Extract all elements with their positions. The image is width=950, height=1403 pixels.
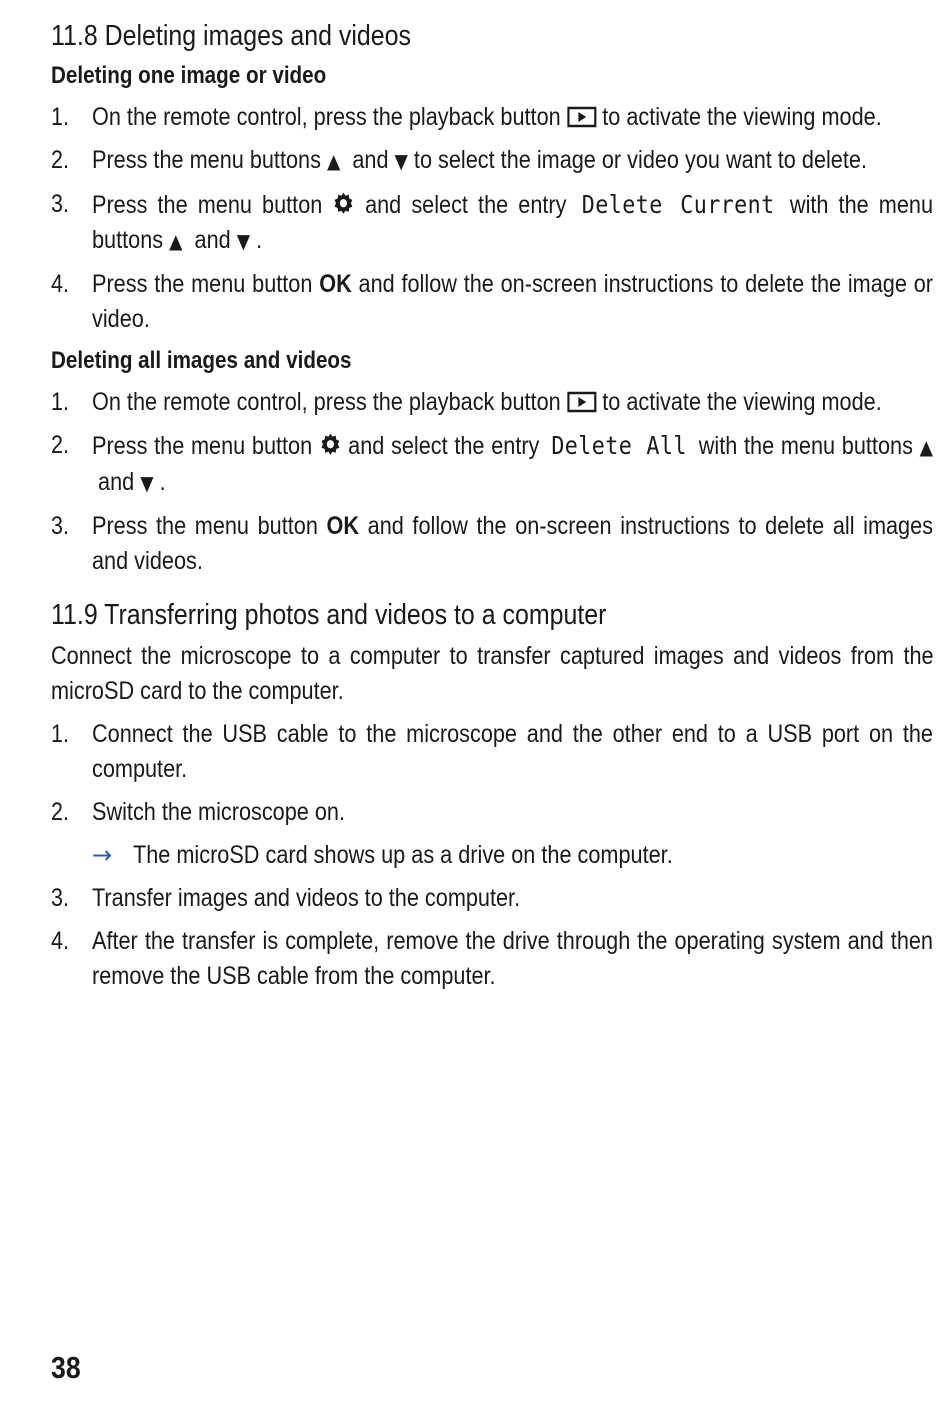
step-number: 1. (51, 720, 69, 748)
step-text: to select the image or video you want to delete. (413, 146, 867, 174)
step-text: and select the entry (365, 191, 567, 219)
delete-one-steps (51, 100, 933, 337)
subheading-delete-all: Deleting all images and videos (51, 347, 352, 374)
ok-button-label: OK (319, 270, 352, 298)
step-text: On the remote control, press the playback button (92, 388, 561, 416)
step-text: On the remote control, press the playback button (92, 103, 561, 131)
step-number: 2. (51, 798, 69, 826)
menu-entry-delete-current: Delete Current (581, 190, 775, 219)
step-text: with the menu buttons (92, 191, 934, 254)
ok-button-label: OK (326, 512, 360, 540)
list-item (51, 881, 933, 916)
step-text: and select the entry (348, 432, 540, 460)
step-number: 3. (51, 190, 69, 218)
step-text: . (159, 468, 166, 496)
section-heading-11-8: 11.8 Deleting images and videos (51, 20, 412, 52)
step-text: Press the menu buttons (92, 146, 321, 174)
menu-entry-delete-all: Delete All (551, 431, 687, 460)
step-text: and (98, 468, 135, 496)
step-number: 3. (51, 884, 69, 912)
step-text: Press the menu button (92, 270, 313, 298)
step-text: and follow the on-screen instructions to delete the image or video. (92, 270, 933, 333)
transfer-steps (51, 717, 933, 994)
list-item (51, 509, 933, 579)
step-number: 1. (51, 103, 69, 131)
step-number: 2. (51, 146, 69, 174)
step-text: and (352, 146, 389, 174)
step-text: and (194, 226, 231, 254)
triangle-down-icon: ▼ (140, 471, 154, 495)
step-number: 2. (51, 431, 69, 459)
playback-icon (567, 391, 596, 413)
list-item (51, 924, 933, 994)
triangle-down-icon: ▼ (236, 229, 251, 253)
gear-icon (319, 431, 342, 457)
step-text: Press the menu button (92, 432, 313, 460)
intro-paragraph: Connect the microscope to a computer to transfer captured images and videos from the microSD card to the computer. (51, 642, 934, 705)
step-result (51, 838, 933, 873)
step-text: with the menu buttons (698, 432, 913, 460)
manual-page (51, 16, 933, 1002)
step-text: Connect the USB cable to the microscope and the other end to a USB port on the computer. (92, 720, 933, 783)
list-item (51, 187, 933, 259)
step-text: to activate the viewing mode. (602, 103, 882, 131)
step-text: Press the menu button (92, 512, 318, 540)
delete-all-steps (51, 385, 933, 579)
subheading-delete-one: Deleting one image or video (51, 62, 327, 89)
triangle-up-icon: ▲ (326, 149, 341, 173)
step-text: Transfer images and videos to the computer. (92, 884, 521, 912)
list-item (51, 795, 933, 830)
list-item (51, 717, 933, 787)
step-number: 4. (51, 270, 69, 298)
step-text: and follow the on-screen instructions to delete all images and videos. (92, 512, 934, 575)
step-number: 1. (51, 388, 69, 416)
step-number: 4. (51, 927, 69, 955)
step-number: 3. (51, 512, 69, 540)
result-text: The microSD card shows up as a drive on the computer. (133, 841, 673, 869)
step-text: After the transfer is complete, remove the drive through the operating system and then remove the USB cable from the computer. (92, 927, 933, 990)
step-text: . (256, 226, 263, 254)
step-text: to activate the viewing mode. (602, 388, 882, 416)
playback-icon (567, 106, 596, 128)
list-item (51, 428, 933, 501)
page-number: 38 (51, 1350, 81, 1385)
list-item (51, 100, 933, 135)
gear-icon (332, 190, 355, 216)
step-text: Switch the microscope on. (92, 798, 345, 826)
list-item (51, 267, 933, 337)
triangle-down-icon: ▼ (394, 149, 408, 173)
step-text: Press the menu button (92, 191, 323, 219)
triangle-up-icon: ▲ (169, 229, 183, 253)
list-item (51, 143, 933, 179)
arrow-right-icon: → (92, 841, 113, 869)
triangle-up-icon: ▲ (919, 435, 933, 459)
section-heading-11-9: 11.9 Transferring photos and videos to a computer (51, 599, 607, 631)
list-item (51, 385, 933, 420)
